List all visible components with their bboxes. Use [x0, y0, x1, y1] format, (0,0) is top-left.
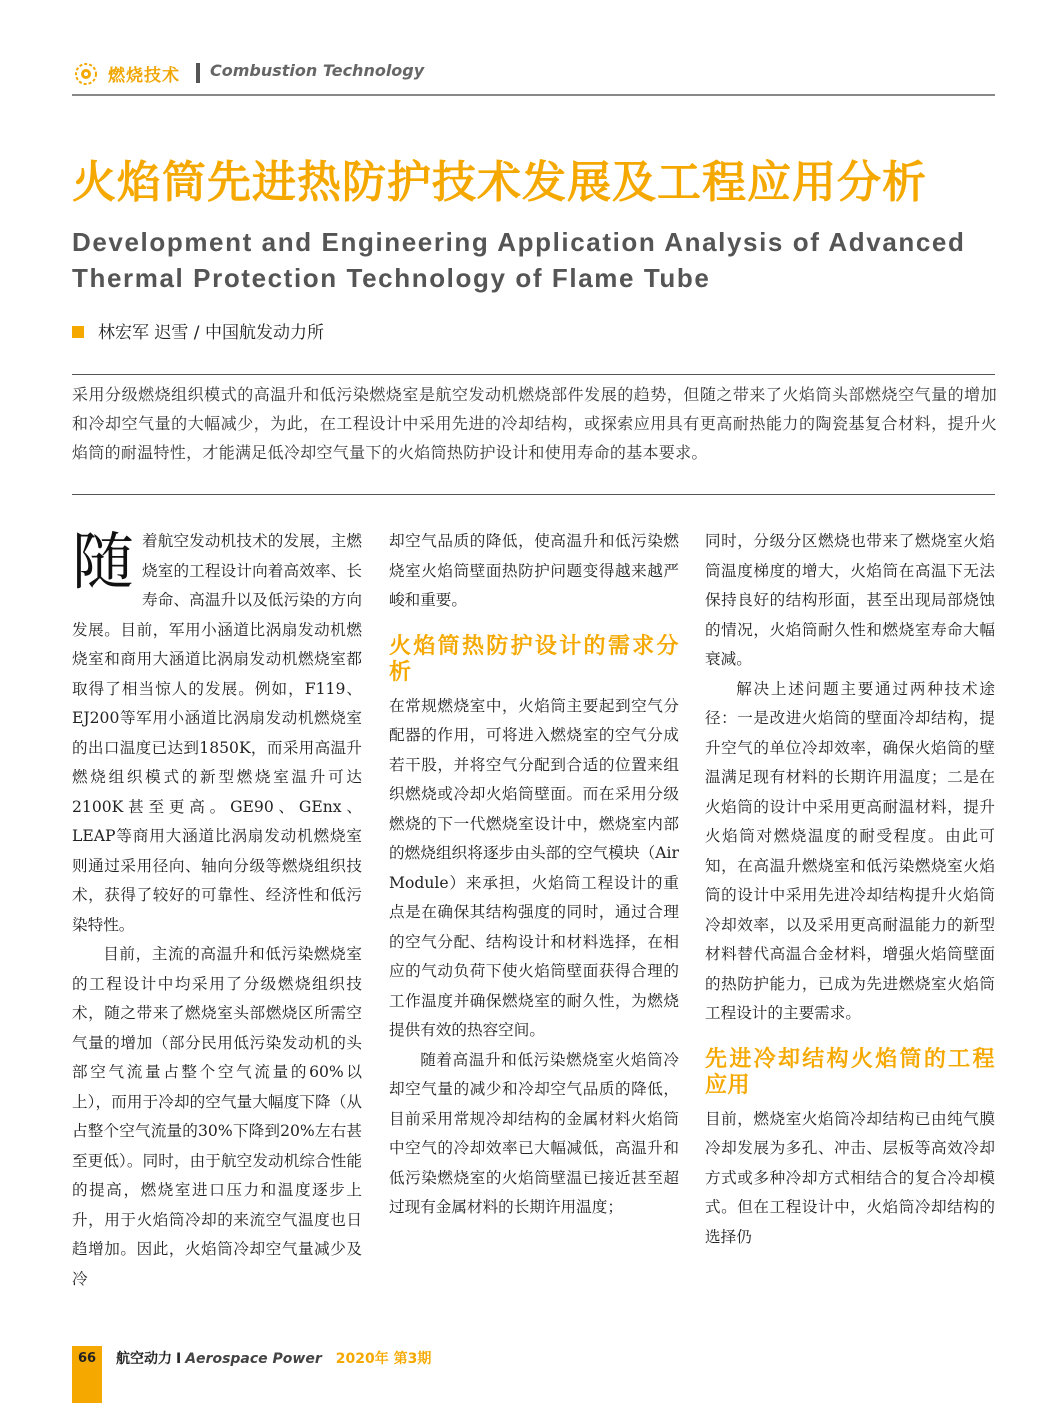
- paragraph: 同时，分级分区燃烧也带来了燃烧室火焰筒温度梯度的增大，火焰筒在高温下无法保持良好的结构形面，甚至出现局部烧蚀的情况，火焰筒耐久性和燃烧室寿命大幅衰减。: [705, 532, 995, 668]
- drop-cap: 随: [72, 525, 135, 598]
- article-title-cn: 火焰筒先进热防护技术发展及工程应用分析: [72, 157, 927, 208]
- flame-logo-icon: [74, 62, 98, 86]
- page-number: 66: [77, 1351, 97, 1366]
- body-column-1: [72, 527, 362, 1294]
- section-heading: 火焰筒热防护设计的需求分析: [389, 633, 679, 685]
- header-rule: [72, 94, 995, 96]
- paragraph: 在常规燃烧室中，火焰筒主要起到空气分配器的作用，可将进入燃烧室的空气分成若干股，并将空气分配到合适的位置来组织燃烧或冷却火焰筒壁面。而在采用分级燃烧的下一代燃烧室设计中，燃烧室内部的燃烧组织将逐步由头部的空气模块（Air Module）来承担，火焰筒工程设计的重点是在确保其结构强度的同时，通过合理的空气分配、结构设计和材料选择，在相应的气动负荷下使火焰筒壁面获得合理的工作温度并确保燃烧室的耐久性，为燃烧提供有效的热容空间。: [389, 696, 679, 1039]
- header-divider: [196, 63, 200, 83]
- footer-separator: I: [176, 1351, 182, 1367]
- section-heading: 先进冷却结构火焰筒的工程应用: [705, 1046, 995, 1098]
- body-column-2: [389, 527, 679, 1223]
- issue-label: 2020年 第3期: [335, 1351, 432, 1367]
- section-label-cn: 燃烧技术: [108, 66, 180, 86]
- paragraph: 着航空发动机技术的发展，主燃烧室的工程设计向着高效率、长寿命、高温升以及低污染的方向发展。目前，军用小涵道比涡扇发动机燃烧室和商用大涵道比涡扇发动机燃烧室都取得了相当惊人的发展。例如，F119、EJ200等军用小涵道比涡扇发动机燃烧室的出口温度已达到1850K，而采用高温升燃烧组织模式的新型燃烧室温升可达2100K甚至更高。GE90、GEnx、LEAP等商用大涵道比涡扇发动机燃烧室则通过采用径向、轴向分级等燃烧组织技术，获得了较好的可靠性、经济性和低污染特性。: [72, 532, 362, 934]
- journal-name-en: Aerospace Power: [185, 1351, 322, 1367]
- running-footer: [116, 1348, 431, 1368]
- author-line: [72, 318, 324, 343]
- paragraph: 随着高温升和低污染燃烧室火焰筒冷却空气量的减少和冷却空气品质的降低，目前采用常规冷却结构的金属材料火焰筒中空气的冷却效率已大幅减低，高温升和低污染燃烧室的火焰筒壁温已接近甚至超过现有金属材料的长期许用温度；: [389, 1050, 679, 1216]
- running-header: [72, 58, 995, 94]
- paragraph: 目前，主流的高温升和低污染燃烧室的工程设计中均采用了分级燃烧组织技术，随之带来了燃烧室头部燃烧区所需空气量的增加（部分民用低污染发动机的头部空气流量占整个空气流量的60%以上），而用于冷却的空气量大幅度下降（从占整个空气流量的30%下降到20%左右甚至更低）。同时，由于航空发动机综合性能的提高，燃烧室进口压力和温度逐步上升，用于火焰筒冷却的来流空气温度也日趋增加。因此，火焰筒冷却空气量减少及冷: [72, 945, 362, 1288]
- section-label-en: Combustion Technology: [210, 61, 425, 80]
- abstract-top-rule: [72, 374, 995, 375]
- article-title-en: Development and Engineering Application Analysis of Advanced Thermal Protection Technology of Flame Tube: [72, 227, 966, 293]
- abstract-bottom-rule: [72, 494, 995, 495]
- bullet-square-icon: [72, 326, 84, 338]
- paragraph: 目前，燃烧室火焰筒冷却结构已由纯气膜冷却发展为多孔、冲击、层板等高效冷却方式或多种冷却方式相结合的复合冷却模式。但在工程设计中，火焰筒冷却结构的选择仍: [705, 1109, 995, 1246]
- paragraph: 解决上述问题主要通过两种技术途径：一是改进火焰筒的壁面冷却结构，提升空气的单位冷却效率，确保火焰筒的壁温满足现有材料的长期许用温度；二是在火焰筒的设计中采用更高耐温材料，提升火焰筒对燃烧温度的耐受程度。由此可知，在高温升燃烧室和低污染燃烧室火焰筒的设计中采用先进冷却结构提升火焰筒冷却效率，以及采用更高耐温能力的新型材料替代高温合金材料，增强火焰筒壁面的热防护能力，已成为先进燃烧室火焰筒工程设计的主要需求。: [705, 679, 995, 1022]
- journal-name-cn: 航空动力: [116, 1351, 172, 1367]
- authors: 林宏军 迟雪 / 中国航发动力所: [98, 323, 324, 343]
- body-column-3: [705, 527, 995, 1252]
- abstract: 采用分级燃烧组织模式的高温升和低污染燃烧室是航空发动机燃烧部件发展的趋势，但随之带来了火焰筒头部燃烧空气量的增加和冷却空气量的大幅减少，为此，在工程设计中采用先进的冷却结构，或探索应用具有更高耐热能力的陶瓷基复合材料，提升火焰筒的耐温特性，才能满足低冷却空气量下的火焰筒热防护设计和使用寿命的基本要求。: [72, 385, 997, 462]
- paragraph: 却空气品质的降低，使高温升和低污染燃烧室火焰筒壁面热防护问题变得越来越严峻和重要。: [389, 532, 679, 609]
